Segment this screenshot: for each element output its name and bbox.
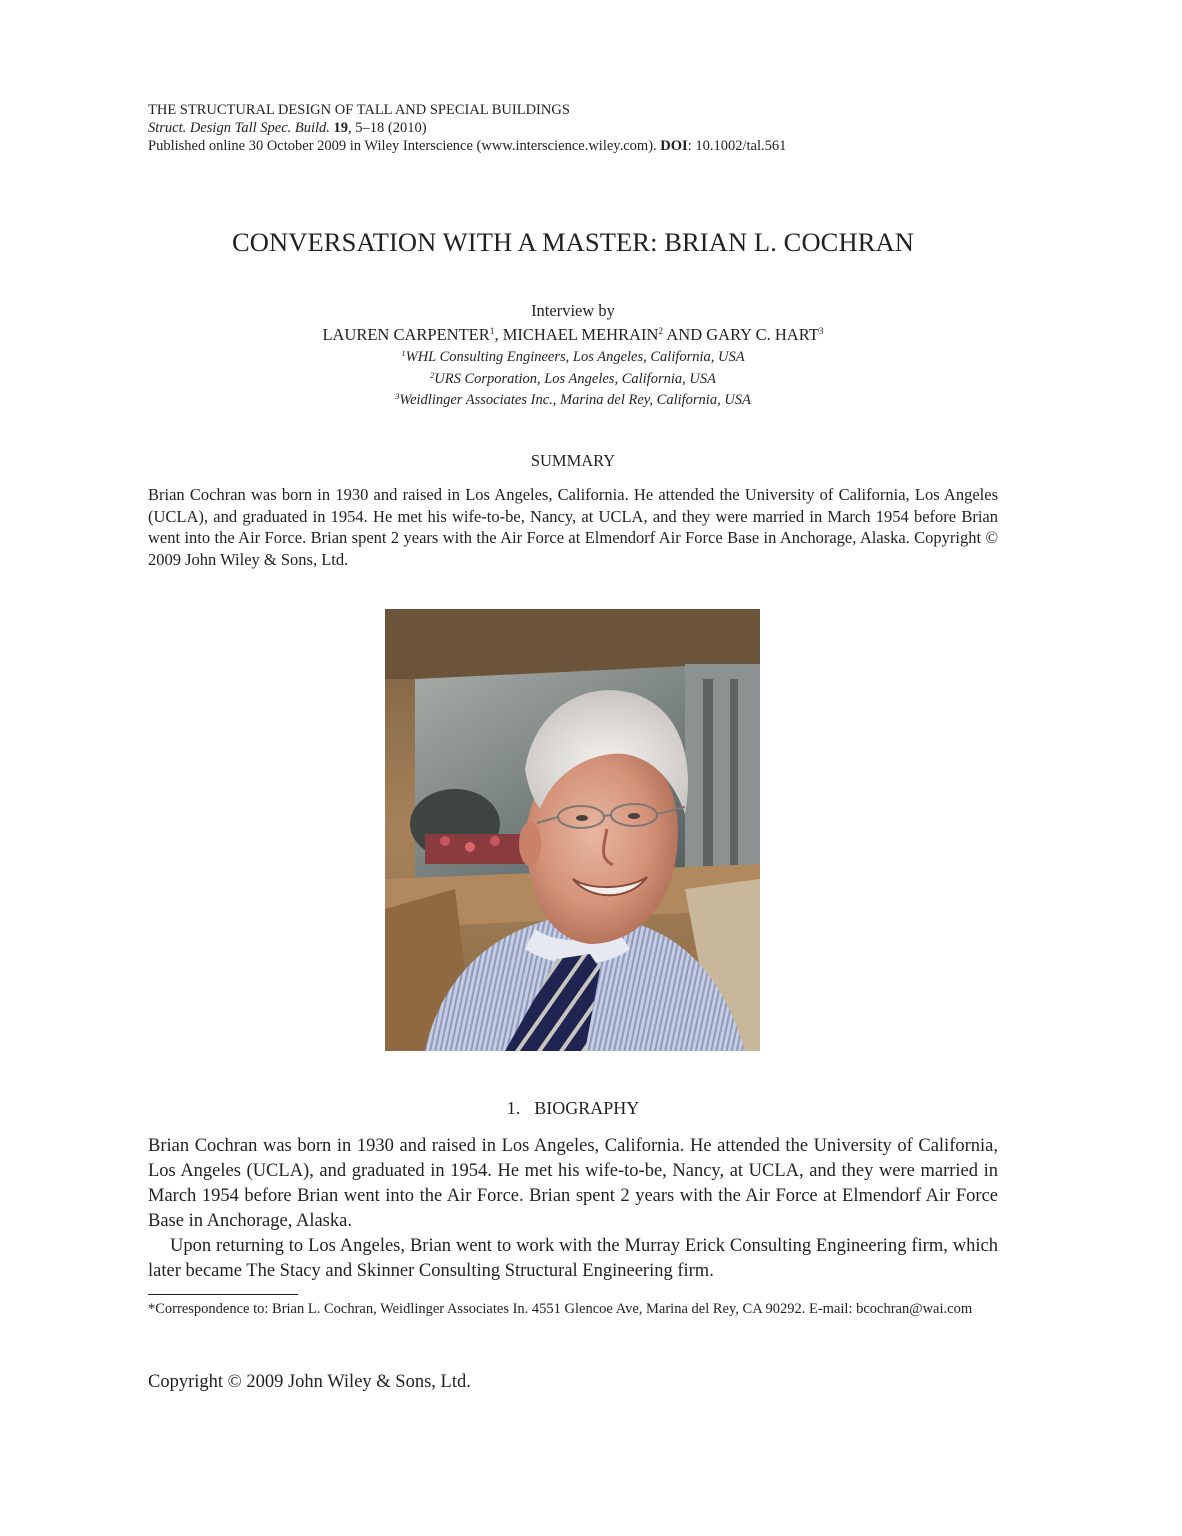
author-separator: AND xyxy=(663,325,707,344)
summary-heading: SUMMARY xyxy=(530,451,616,470)
footnote-rule xyxy=(148,1294,298,1295)
publication-line xyxy=(148,137,786,155)
section-heading-biography xyxy=(148,1096,998,1120)
paper-page xyxy=(148,0,998,1536)
footer xyxy=(148,1370,471,1394)
affiliation xyxy=(148,347,998,369)
affiliation xyxy=(148,369,998,391)
doi-label: DOI xyxy=(660,138,688,154)
copyright-notice: Copyright © 2009 John Wiley & Sons, Ltd. xyxy=(148,1372,471,1392)
summary-text: Brian Cochran was born in 1930 and raised in Los Angeles, California. He attended the University of California, Los Angeles (UCLA), and graduated in 1954. He met his wife-to-be, Nancy, at UCLA, and they were married in March 1954 before Brian went into the Air Force. Brian spent 2 years with the Air Force at Elmendorf Air Force Base in Anchorage, Alaska. Copyright © 2009 John Wiley & Sons, Ltd. xyxy=(148,485,998,569)
citation-line xyxy=(148,119,786,137)
citation-pages-year: , 5–18 (2010) xyxy=(348,120,427,136)
author-list xyxy=(148,322,998,347)
citation-volume: 19 xyxy=(333,120,349,136)
published-online: Published online 30 October 2009 in Wiley Interscience (www.interscience.wiley.com). xyxy=(148,138,661,154)
affiliation-text: Weidlinger Associates Inc., Marina del Rey, California, USA xyxy=(399,392,751,408)
author-separator: , xyxy=(494,325,503,344)
biography-text xyxy=(148,1134,998,1284)
affiliation-mark: 1 xyxy=(401,348,406,358)
portrait-photo xyxy=(385,609,760,1051)
author-affiliation-mark: 1 xyxy=(489,327,495,337)
affiliation-mark: 3 xyxy=(395,391,400,401)
affiliation-text: URS Corporation, Los Angeles, California, USA xyxy=(434,370,716,387)
affiliation-mark: 2 xyxy=(430,369,435,380)
author-name: LAUREN CARPENTER xyxy=(322,325,490,344)
author-name: MICHAEL MEHRAIN xyxy=(502,325,659,344)
affiliation xyxy=(148,390,998,412)
paragraph: Brian Cochran was born in 1930 and raised in Los Angeles, California. He attended the University of California, Los Angeles (UCLA), and graduated in 1954. He met his wife-to-be, Nancy, at UCLA, and they were married in March 1954 before Brian went into the Air Force. Brian spent 2 years with the Air Force at Elmendorf Air Force Base in Anchorage, Alaska. xyxy=(148,1136,998,1231)
author-name: GARY C. HART xyxy=(706,325,819,344)
citation-journal: Struct. Design Tall Spec. Build. xyxy=(148,120,330,136)
section-title: BIOGRAPHY xyxy=(534,1098,640,1118)
footnote-text: *Correspondence to: Brian L. Cochran, Weidlinger Associates In. 4551 Glencoe Ave, Marina del Rey, CA 90292. E-mail: bcochran@wai.com xyxy=(148,1301,973,1317)
doi-value: : 10.1002/tal.561 xyxy=(687,138,787,154)
affiliation-text: WHL Consulting Engineers, Los Angeles, California, USA xyxy=(405,349,745,365)
journal-header xyxy=(148,101,786,155)
interview-by: Interview by xyxy=(531,301,615,320)
paragraph: Upon returning to Los Angeles, Brian went to work with the Murray Erick Consulting Engineering firm, which later became The Stacy and Skinner Consulting Structural Engineering firm. xyxy=(148,1236,998,1281)
author-block xyxy=(148,300,998,412)
article-title: CONVERSATION WITH A MASTER: BRIAN L. COCHRAN xyxy=(232,227,914,257)
author-affiliation-mark: 2 xyxy=(658,327,664,337)
author-affiliation-mark: 3 xyxy=(818,327,824,337)
correspondence-footnote xyxy=(148,1300,998,1392)
journal-name: THE STRUCTURAL DESIGN OF TALL AND SPECIAL BUILDINGS xyxy=(148,102,570,118)
portrait-illustration xyxy=(385,609,760,1051)
section-number: 1. xyxy=(506,1098,521,1118)
